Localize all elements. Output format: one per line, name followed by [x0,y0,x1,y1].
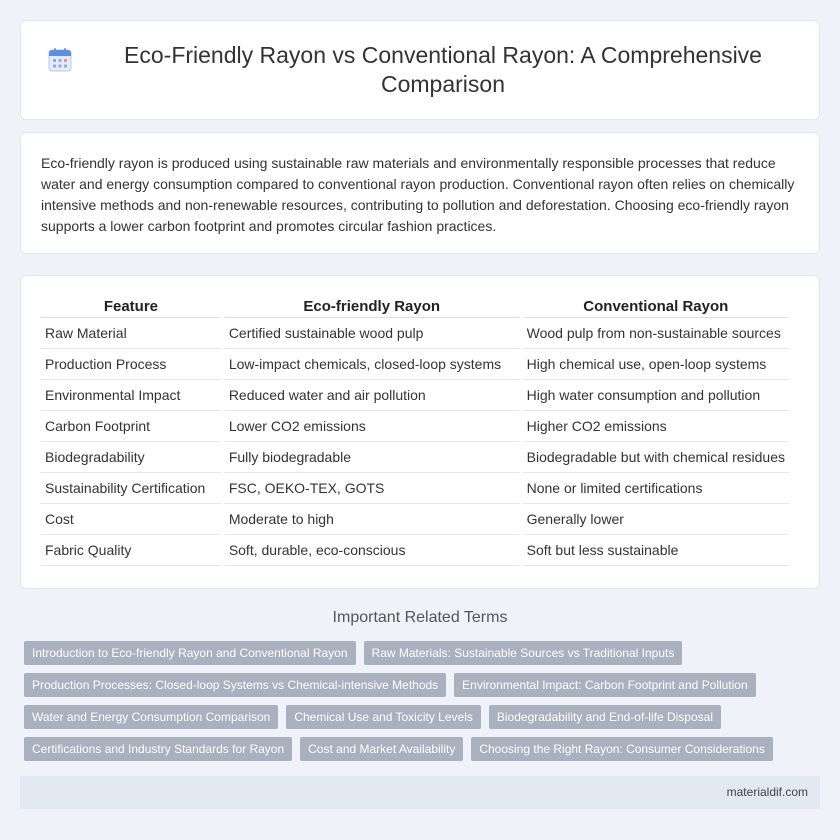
row-feature: Production Process [41,349,221,380]
row-feature: Raw Material [41,318,221,349]
table-row [41,473,789,504]
row-eco: Fully biodegradable [225,442,519,473]
row-feature: Cost [41,504,221,535]
header-card [20,20,820,120]
intro-card [20,132,820,254]
row-eco: Lower CO2 emissions [225,411,519,442]
related-tag[interactable]: Cost and Market Availability [300,737,463,761]
row-feature: Carbon Footprint [41,411,221,442]
comparison-table [37,294,793,566]
related-terms-title: Important Related Terms [332,609,508,626]
row-conventional: High chemical use, open-loop systems [523,349,789,380]
row-conventional: High water consumption and pollution [523,380,789,411]
row-eco: Certified sustainable wood pulp [225,318,519,349]
header-eco-friendly: Eco-friendly Rayon [225,294,519,318]
related-tag[interactable]: Certifications and Industry Standards for Rayon [24,737,292,761]
row-eco: Low-impact chemicals, closed-loop systems [225,349,519,380]
row-conventional: None or limited certifications [523,473,789,504]
related-tag[interactable]: Choosing the Right Rayon: Consumer Considerations [471,737,773,761]
related-terms-tags [24,641,824,769]
comparison-table-card [20,275,820,589]
row-conventional: Soft but less sustainable [523,535,789,566]
row-eco: Reduced water and air pollution [225,380,519,411]
row-conventional: Wood pulp from non-sustainable sources [523,318,789,349]
row-eco: Moderate to high [225,504,519,535]
table-row [41,318,789,349]
row-conventional: Higher CO2 emissions [523,411,789,442]
table-row [41,411,789,442]
table-header-row [41,294,789,318]
row-feature: Fabric Quality [41,535,221,566]
row-feature: Biodegradability [41,442,221,473]
related-tag[interactable]: Raw Materials: Sustainable Sources vs Traditional Inputs [364,641,683,665]
table-row [41,442,789,473]
related-tag[interactable]: Production Processes: Closed-loop Systems vs Chemical-intensive Methods [24,673,446,697]
row-eco: Soft, durable, eco-conscious [225,535,519,566]
related-tag[interactable]: Biodegradability and End-of-life Disposal [489,705,721,729]
title-wrap [40,41,800,99]
header-feature: Feature [41,294,221,318]
row-feature: Environmental Impact [41,380,221,411]
row-eco: FSC, OEKO-TEX, GOTS [225,473,519,504]
footer-site-link[interactable]: materialdif.com [726,785,808,799]
table-row [41,349,789,380]
table-row [41,504,789,535]
table-row [41,535,789,566]
related-tag[interactable]: Environmental Impact: Carbon Footprint and Pollution [454,673,756,697]
calendar-icon [47,47,73,73]
related-tag[interactable]: Introduction to Eco-friendly Rayon and Conventional Rayon [24,641,356,665]
related-tag[interactable]: Chemical Use and Toxicity Levels [286,705,481,729]
table-row [41,380,789,411]
row-conventional: Biodegradable but with chemical residues [523,442,789,473]
row-conventional: Generally lower [523,504,789,535]
intro-text: Eco-friendly rayon is produced using sustainable raw materials and environmentally responsible processes that reduce water and energy consumption compared to conventional rayon production. Conventional rayon often relies on chemically intensive methods and non-renewable resources, contributing to pollution and deforestation. Choosing eco-friendly rayon supports a lower carbon footprint and promotes circular fashion practices. [41,155,795,234]
related-tag[interactable]: Water and Energy Consumption Comparison [24,705,278,729]
row-feature: Sustainability Certification [41,473,221,504]
header-conventional: Conventional Rayon [523,294,789,318]
footer [20,776,820,809]
page-title: Eco-Friendly Rayon vs Conventional Rayon: A Comprehensive Comparison [124,42,762,97]
